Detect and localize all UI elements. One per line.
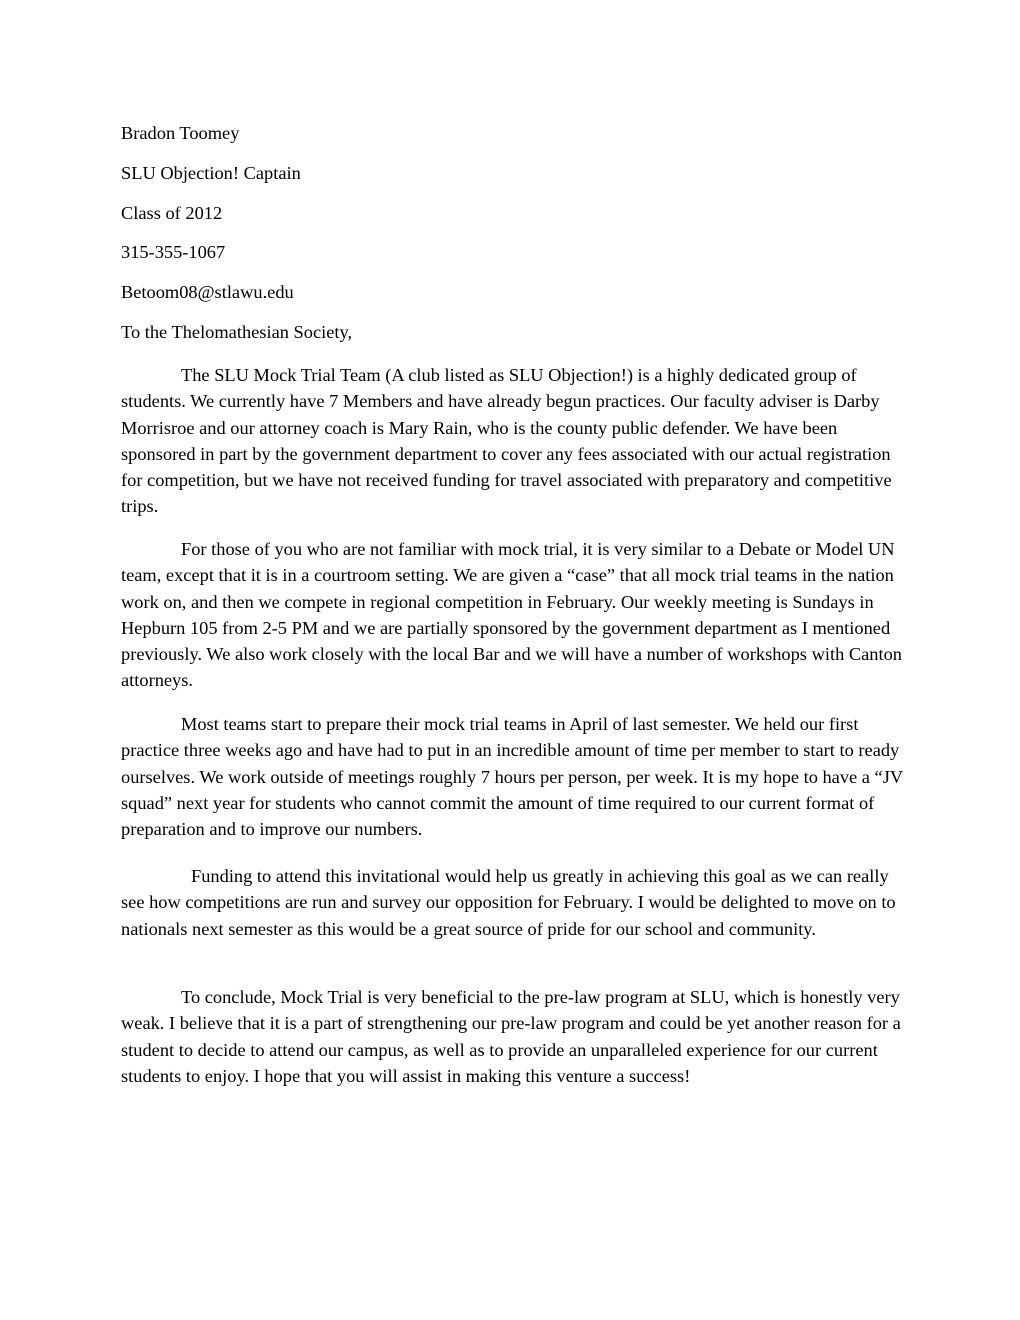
sender-name: Bradon Toomey <box>121 123 240 143</box>
body-paragraph-5: To conclude, Mock Trial is very beneficial to the pre-law program at SLU, which is honestly very weak. I believe that it is a part of strengthening our pre-law program and could be yet another reason for a student to decide to attend our campus, as well as to provide an unparalleled experience for our current students to enjoy. I hope that you will assist in making this venture a success! <box>121 987 901 1086</box>
body-paragraph-4: Funding to attend this invitational would help us greatly in achieving this goal as we can really see how competitions are run and survey our opposition for February. I would be delighted to move on to nationals next semester as this would be a great source of pride for our school and community. <box>121 866 896 939</box>
body-paragraph-1: The SLU Mock Trial Team (A club listed as SLU Objection!) is a highly dedicated group of students. We currently have 7 Members and have already begun practices. Our faculty adviser is Darby Morrisroe and our attorney coach is Mary Rain, who is the county public defender. We have been sponsored in part by the government department to cover any fees associated with our actual registration for competition, but we have not received funding for travel associated with preparatory and competitive trips. <box>121 365 892 517</box>
body-paragraph-2: For those of you who are not familiar with mock trial, it is very similar to a Debate or Model UN team, except that it is in a courtroom setting. We are given a “case” that all mock trial teams in the nation work on, and then we compete in regional competition in February. Our weekly meeting is Sundays in Hepburn 105 from 2-5 PM and we are partially sponsored by the government department as I mentioned previously. We also work closely with the local Bar and we will have a number of workshops with Canton attorneys. <box>121 539 902 691</box>
salutation: To the Thelomathesian Society, <box>121 321 353 342</box>
body-paragraph-3: Most teams start to prepare their mock trial teams in April of last semester. We held our first practice three weeks ago and have had to put in an incredible amount of time per member to start to ready ourselves. We work outside of meetings roughly 7 hours per person, per week. It is my hope to have a “JV squad” next year for students who cannot commit the amount of time required to our current format of preparation and to improve our numbers. <box>121 714 903 840</box>
sender-email: Betoom08@stlawu.edu <box>121 282 294 303</box>
sender-block <box>121 121 921 360</box>
sender-title: SLU Objection! Captain <box>121 162 301 183</box>
sender-class-year: Class of 2012 <box>121 202 223 223</box>
sender-phone: 315-355-1067 <box>121 242 226 263</box>
